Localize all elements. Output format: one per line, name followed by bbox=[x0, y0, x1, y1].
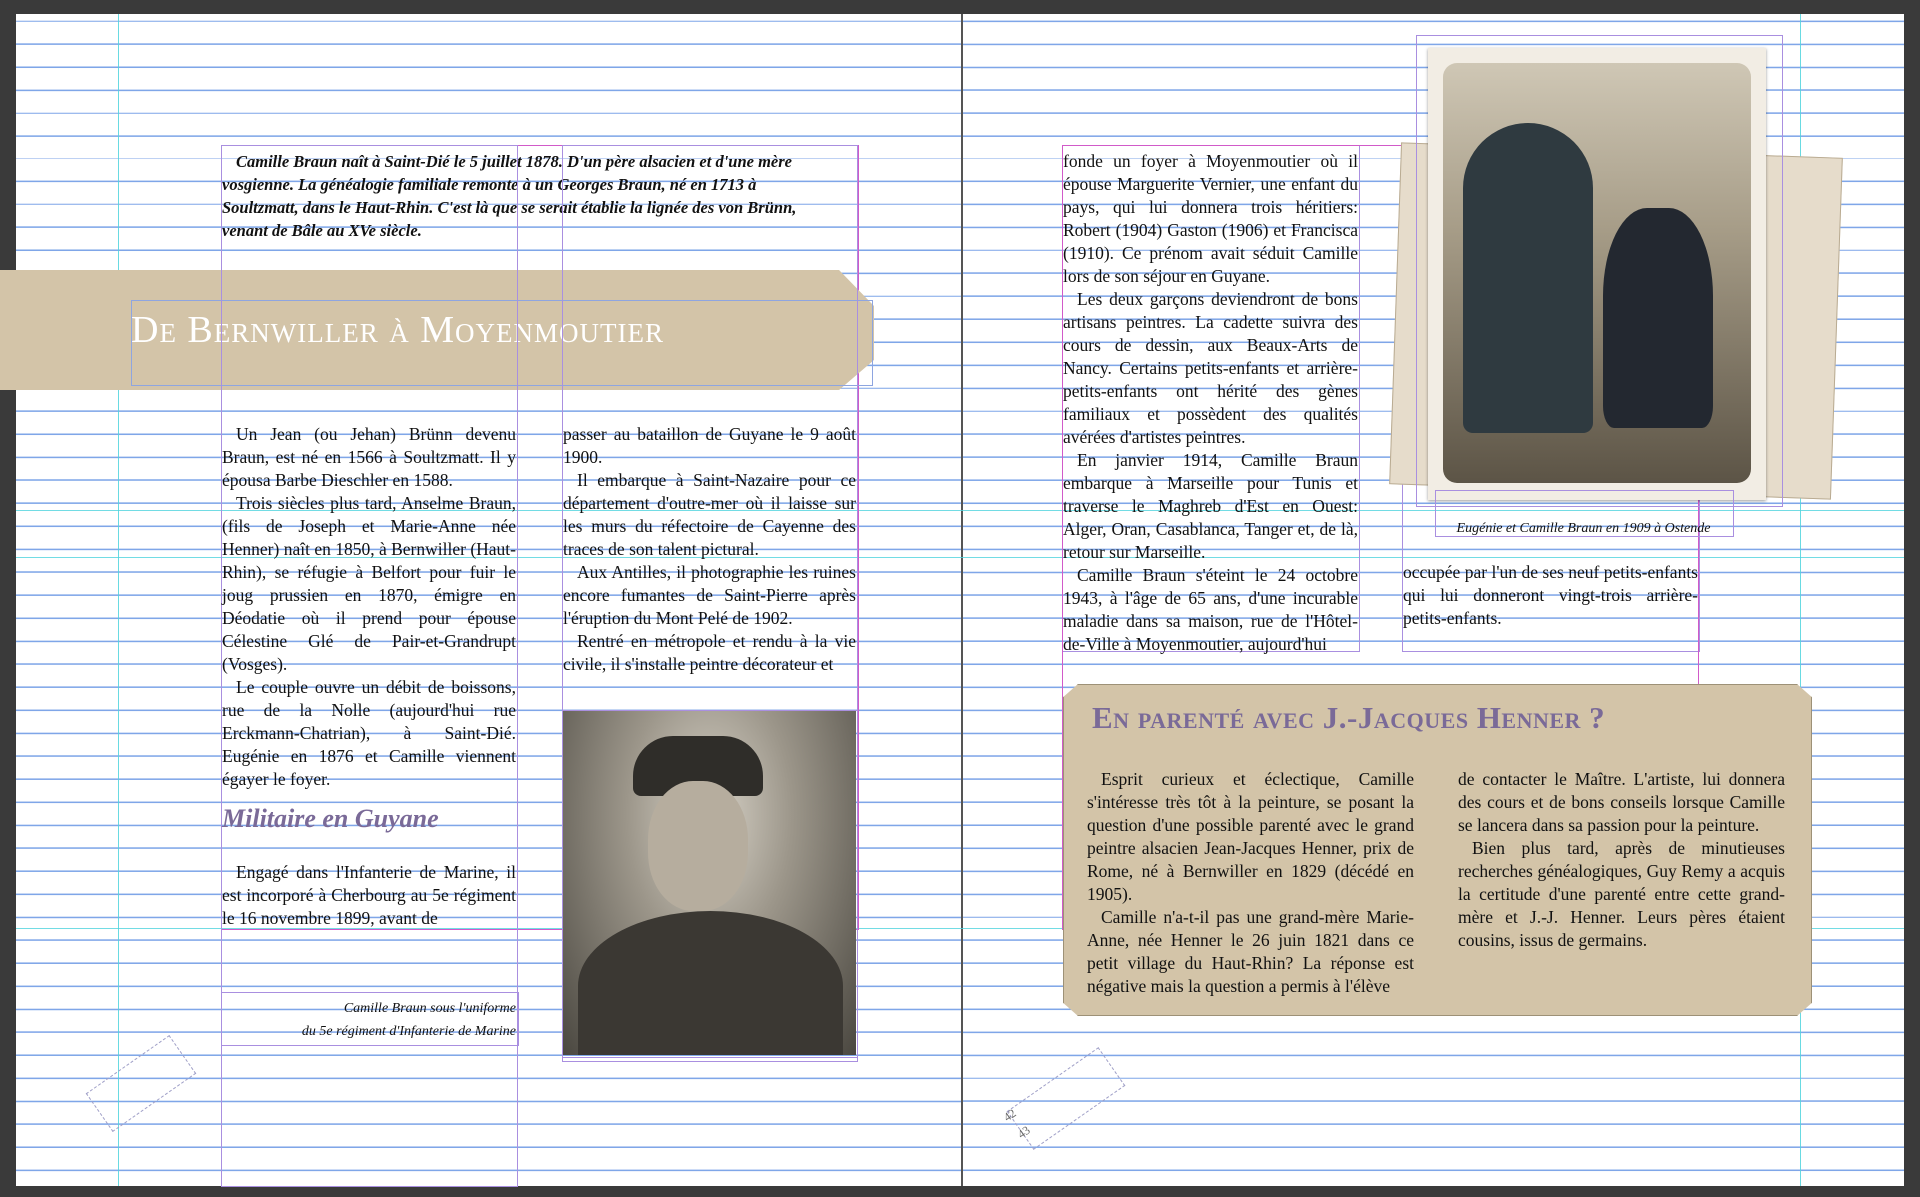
section-title[interactable]: De Bernwiller à Moyenmoutier bbox=[131, 309, 665, 351]
spine-gutter bbox=[961, 14, 963, 1186]
paragraph: fonde un foyer à Moyenmoutier où il épouse Marguerite Vernier, une enfant du pays, qui lui donnera trois héritiers: Robert (1904) Gaston (1906) et Francisca (1910). Ce prénom avait séduit Camille lors de son séjour en Guyane. bbox=[1063, 151, 1358, 286]
column-2-text[interactable] bbox=[563, 423, 856, 676]
column-4-text[interactable] bbox=[1403, 561, 1698, 630]
caption-line: du 5e régiment d'Infanterie de Marine bbox=[301, 1024, 516, 1039]
page-number-right: 43 bbox=[1014, 1122, 1033, 1142]
beach-chair-shape bbox=[1463, 123, 1593, 433]
paragraph: Aux Antilles, il photographie les ruines encore fumantes de Saint-Pierre après l'éruption du Mont Pelé de 1902. bbox=[563, 562, 856, 628]
caption-couple[interactable]: Eugénie et Camille Braun en 1909 à Ostende bbox=[1456, 521, 1711, 536]
paragraph: Rentré en métropole et rendu à la vie civile, il s'installe peintre décorateur et bbox=[563, 631, 856, 674]
face-shape bbox=[648, 781, 748, 911]
paragraph: de contacter le Maître. L'artiste, lui donnera des cours et de bons conseils lorsque Camille se lancera dans sa passion pour la peinture. bbox=[1458, 769, 1785, 835]
couple-photo[interactable] bbox=[1428, 48, 1766, 500]
paragraph: Esprit curieux et éclectique, Camille s'intéresse très tôt à la peinture, se posant la question d'une possible parenté avec le grand peintre alsacien Jean-Jacques Henner, prix de Rome, né à Bernwiller en 1829 (décédé en 1905). bbox=[1087, 769, 1414, 904]
paragraph: Le couple ouvre un débit de boissons, rue de la Nolle (aujourd'hui rue Erckmann-Chatrian), à Saint-Dié. Eugénie en 1876 et Camille viennent égayer le foyer. bbox=[222, 677, 516, 789]
paragraph: Engagé dans l'Infanterie de Marine, il est incorporé à Cherbourg au 5e régiment le 16 novembre 1899, avant de bbox=[222, 862, 516, 928]
intro-line: Camille Braun naît à Saint-Dié le 5 juillet 1878. D'un père alsacien et d'une mère bbox=[236, 152, 792, 171]
intro-line: venant de Bâle au XVe siècle. bbox=[222, 221, 422, 240]
paragraph: Il embarque à Saint-Nazaire pour ce département d'outre-mer où il laisse sur les murs du réfectoire de Cayenne des traces de son talent pictural. bbox=[563, 470, 856, 559]
column-1b-text[interactable] bbox=[222, 861, 516, 930]
paragraph: Trois siècles plus tard, Anselme Braun, (fils de Joseph et Marie-Anne née Henner) naît en 1850, à Bernwiller (Haut-Rhin), se réfugie à Belfort pour fuir le joug prussien en 1870, émigre en Déodatie où il prend pour épouse Célestine Glé de Pair-et-Grandrupt (Vosges). bbox=[222, 493, 516, 674]
sidebar-title[interactable]: En parenté avec J.-Jacques Henner ? bbox=[1092, 700, 1606, 735]
caption-soldier[interactable] bbox=[222, 997, 516, 1043]
caption-line: Camille Braun sous l'uniforme bbox=[343, 1001, 516, 1016]
paragraph: Un Jean (ou Jehan) Brünn devenu Braun, est né en 1566 à Soultzmatt. Il y épousa Barbe Dieschler en 1588. bbox=[222, 424, 516, 490]
soldier-photo[interactable] bbox=[563, 711, 856, 1055]
uniform-shape bbox=[578, 911, 843, 1055]
sidebar-column-a[interactable] bbox=[1087, 768, 1414, 998]
subhead-militaire[interactable]: Militaire en Guyane bbox=[222, 804, 439, 833]
intro-line: Soultzmatt, dans le Haut-Rhin. C'est là que se serait établie la lignée des von Brünn, bbox=[222, 198, 797, 217]
paragraph: Bien plus tard, après de minutieuses recherches généalogiques, Guy Remy a acquis la certitude d'une parenté entre cette grand-mère et J.-J. Henner. Leurs pères étaient cousins, issus de germains. bbox=[1458, 838, 1785, 950]
guide-vertical bbox=[118, 14, 119, 1186]
sidebar-column-b[interactable] bbox=[1458, 768, 1785, 952]
paragraph: Camille Braun s'éteint le 24 octobre 1943, à l'âge de 65 ans, d'une incurable maladie dans sa maison, rue de l'Hôtel-de-Ville à Moyenmoutier, aujourd'hui bbox=[1063, 565, 1358, 654]
paragraph: Camille n'a-t-il pas une grand-mère Marie-Anne, née Henner le 26 juin 1821 dans ce petit village du Haut-Rhin? La réponse est négative mais la question a permis à l'élève bbox=[1087, 907, 1414, 996]
paragraph: Les deux garçons deviendront de bons artisans peintres. La cadette suivra des cours de dessin, aux Beaux-Arts de Nancy. Certains petits-enfants et arrière-petits-enfants ont hérité des gènes familiaux et possèdent des qualités avérées d'artistes peintres. bbox=[1063, 289, 1358, 447]
man-figure-shape bbox=[1603, 208, 1713, 428]
page-number-left: 42 bbox=[1000, 1105, 1019, 1125]
paragraph: En janvier 1914, Camille Braun embarque à Marseille pour Tunis et traverse le Maghreb d'Est en Ouest: Alger, Oran, Casablanca, Tanger et, de là, retour sur Marseille. bbox=[1063, 450, 1358, 562]
paragraph: passer au bataillon de Guyane le 9 août 1900. bbox=[563, 424, 856, 467]
column-3-text[interactable] bbox=[1063, 150, 1358, 656]
column-1-text[interactable] bbox=[222, 423, 516, 791]
intro-line: vosgienne. La généalogie familiale remonte à un Georges Braun, né en 1713 à bbox=[222, 175, 757, 194]
paragraph: occupée par l'un de ses neuf petits-enfants qui lui donneront vingt-trois arrière-petits-enfants. bbox=[1403, 562, 1698, 628]
